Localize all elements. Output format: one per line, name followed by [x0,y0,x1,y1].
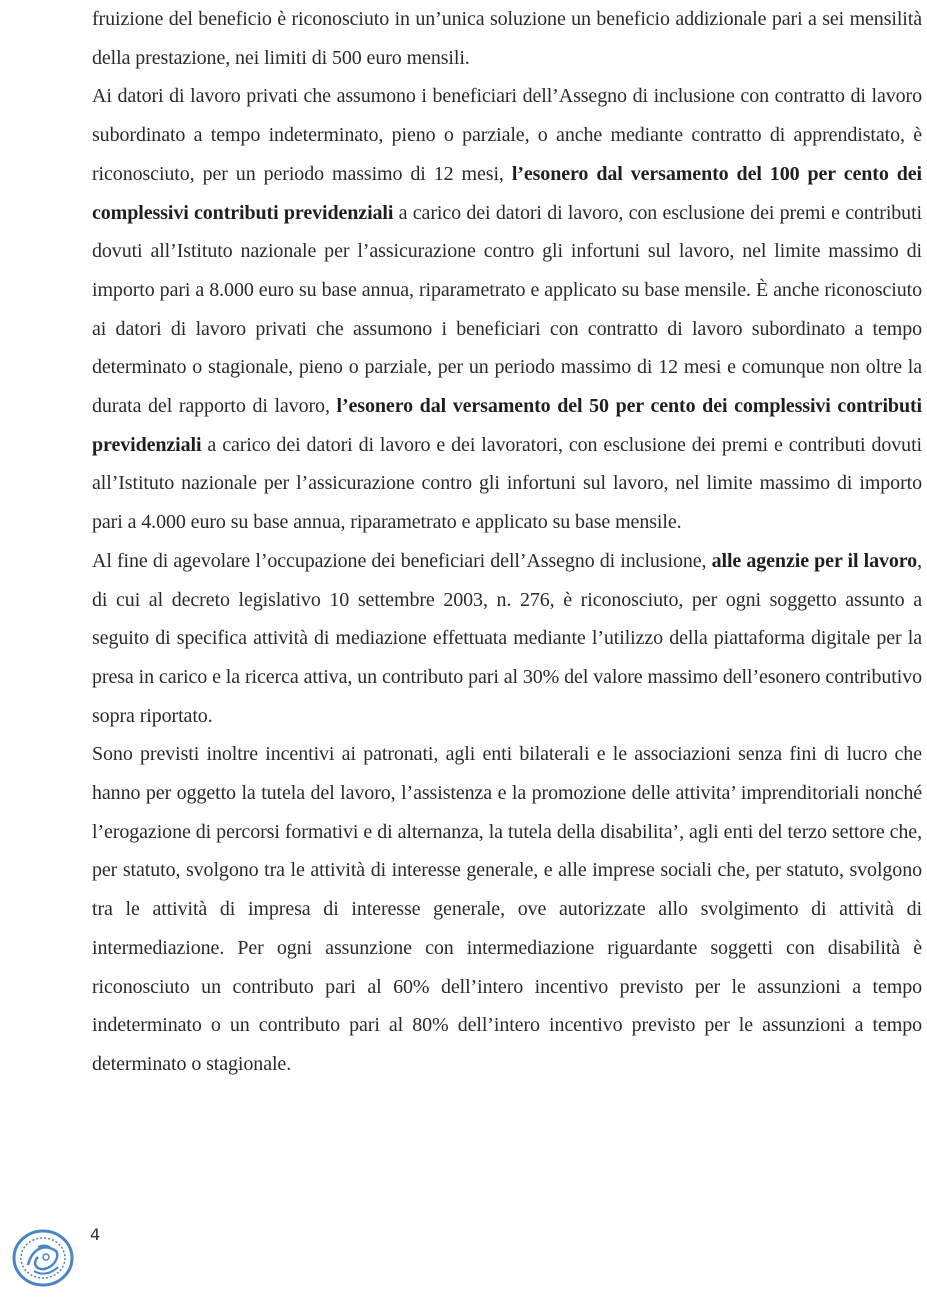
paragraph-4-text: Sono previsti inoltre incentivi ai patronati, agli enti bilaterali e le associazioni senza fini di lucro che hanno per oggetto la tutela del lavoro, l’assistenza e la promozione delle attivita’ imprenditoriali nonché l’erogazione di percorsi formativi e di alternanza, la tutela della disabilita’, agli enti del terzo settore che, per statuto, svolgono tra le attività di interesse generale, e alle imprese sociali che, per statuto, svolgono tra le attività di impresa di interesse generale, ove autorizzate allo svolgimento di attività di intermediazione. Per ogni assunzione con intermediazione riguardante soggetti con disabilità è riconosciuto un contributo pari al 60% dell’intero incentivo previsto per le assunzioni a tempo indeterminato o un contributo pari al 80% dell’intero incentivo previsto per le assunzioni a tempo determinato o stagionale. [92,743,922,1075]
circular-emblem-icon [8,1225,78,1289]
paragraph-2-text-a: Ai datori di lavoro privati che assumono i beneficiari dell’Assegno di inclusione con contratto di lavoro subordinato a tempo indeterminato, pieno o parziale, o anche mediante contratto di apprendistato, è riconosciuto, per un periodo massimo di 12 mesi, [92,85,922,185]
paragraph-3-bold: alle agenzie per il lavoro [711,549,918,572]
paragraph-3-text-b: , di cui al decreto legislativo 10 settembre 2003, n. 276, è riconosciuto, per ogni soggetto assunto a seguito di specifica attività di mediazione effettuata mediante l’utilizzo della piattaforma digitale per la presa in carico e la ricerca attiva, un contributo pari al 30% del valore massimo dell’esonero contributivo sopra riportato. [92,549,922,727]
paragraph-2-bold-b: l’esonero dal versamento del 50 per cento dei complessivi contributi previdenziali [92,395,922,456]
paragraph-3-text-a: Al fine di agevolare l’occupazione dei beneficiari dell’Assegno di inclusione, [92,549,712,572]
paragraph-2-text-c: a carico dei datori di lavoro e dei lavoratori, con esclusione dei premi e contributi dovuti all’Istituto nazionale per l’assicurazione contro gli infortuni sul lavoro, nel limite massimo di importo pari a 4.000 euro su base annua, riparametrato e applicato su base mensile. [92,433,922,534]
paragraph-3 [92,542,922,736]
paragraph-4 [92,735,922,1083]
paragraph-1-text: fruizione del beneficio è riconosciuto in un’unica soluzione un beneficio addizionale pari a sei mensilità della prestazione, nei limiti di 500 euro mensili. [92,8,922,69]
paragraph-2-text-b: a carico dei datori di lavoro, con esclusione dei premi e contributi dovuti all’Istituto nazionale per l’assicurazione contro gli infortuni sul lavoro, nel limite massimo di importo pari a 8.000 euro su base annua, riparametrato e applicato su base mensile. È anche riconosciuto ai datori di lavoro privati che assumono i beneficiari con contratto di lavoro subordinato a tempo determinato o stagionale, pieno o parziale, per un periodo massimo di 12 mesi e comunque non oltre la durata del rapporto di lavoro, [92,201,922,418]
document-body [92,0,922,1084]
paragraph-2 [92,77,922,541]
paragraph-1 [92,0,922,77]
page-number: 4 [90,1225,101,1244]
paragraph-2-bold-a: l’esonero dal versamento del 100 per cento dei complessivi contributi previdenziali [92,162,923,224]
